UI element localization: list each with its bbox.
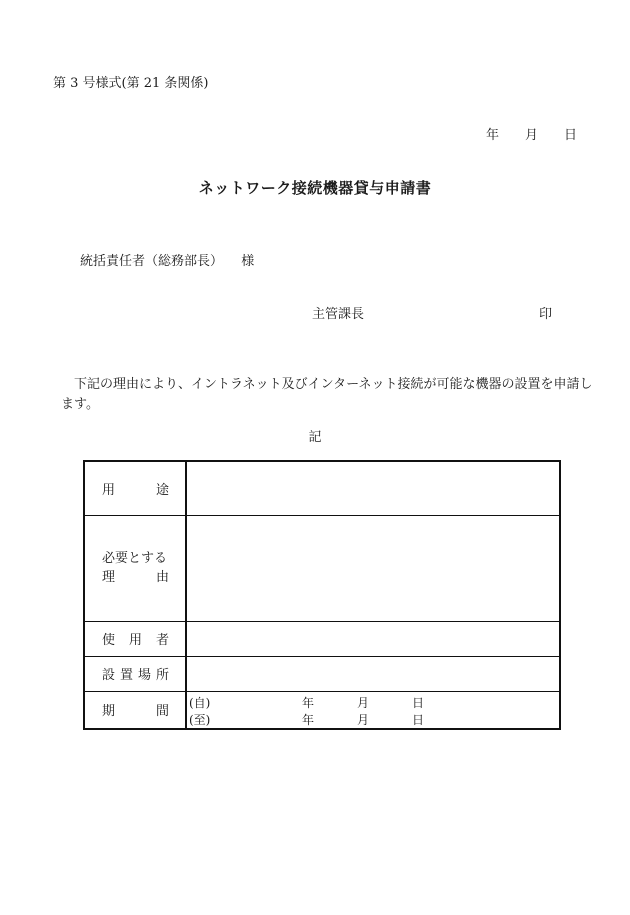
label-purpose: 用 途 <box>84 461 186 515</box>
field-reason[interactable] <box>186 515 560 621</box>
date-month: 月 <box>525 128 539 143</box>
label-period: 期 間 <box>84 691 186 729</box>
date-line <box>486 124 577 143</box>
row-reason <box>84 515 560 621</box>
document-title: ネットワーク接続機器貸与申請書 <box>198 179 432 197</box>
row-purpose <box>84 461 560 515</box>
addressee <box>80 250 254 269</box>
addressee-name: 統括責任者（総務部長） <box>80 254 224 269</box>
sender-role: 主管課長 <box>312 307 365 322</box>
date-day: 日 <box>564 128 578 143</box>
sender <box>312 303 552 322</box>
seal-mark: 印 <box>538 307 552 322</box>
application-table <box>83 460 561 730</box>
form-number: 第 3 号様式(第 21 条関係) <box>53 76 209 91</box>
addressee-honorific: 様 <box>241 254 255 269</box>
field-location[interactable] <box>186 656 560 691</box>
row-period <box>84 691 560 729</box>
row-location <box>84 656 560 691</box>
period-to-label: (至) <box>189 712 211 727</box>
period-to-year: 年 <box>302 712 315 727</box>
label-user: 使 用 者 <box>84 621 186 656</box>
period-from-day: 日 <box>412 695 425 710</box>
field-period[interactable] <box>186 691 560 729</box>
label-reason: 必要とする 理 由 <box>84 515 186 621</box>
period-from-month: 月 <box>357 695 370 710</box>
field-purpose[interactable] <box>186 461 560 515</box>
row-user <box>84 621 560 656</box>
label-location: 設 置 場 所 <box>84 656 186 691</box>
period-from-year: 年 <box>302 695 315 710</box>
date-year: 年 <box>486 128 500 143</box>
body-text: 下記の理由により、イントラネット及びインターネット接続が可能な機器の設置を申請します。 <box>61 377 593 412</box>
field-user[interactable] <box>186 621 560 656</box>
period-to-month: 月 <box>357 712 370 727</box>
period-from-label: (自) <box>189 695 211 710</box>
ki-heading: 記 <box>308 430 322 445</box>
period-to-day: 日 <box>412 712 425 727</box>
